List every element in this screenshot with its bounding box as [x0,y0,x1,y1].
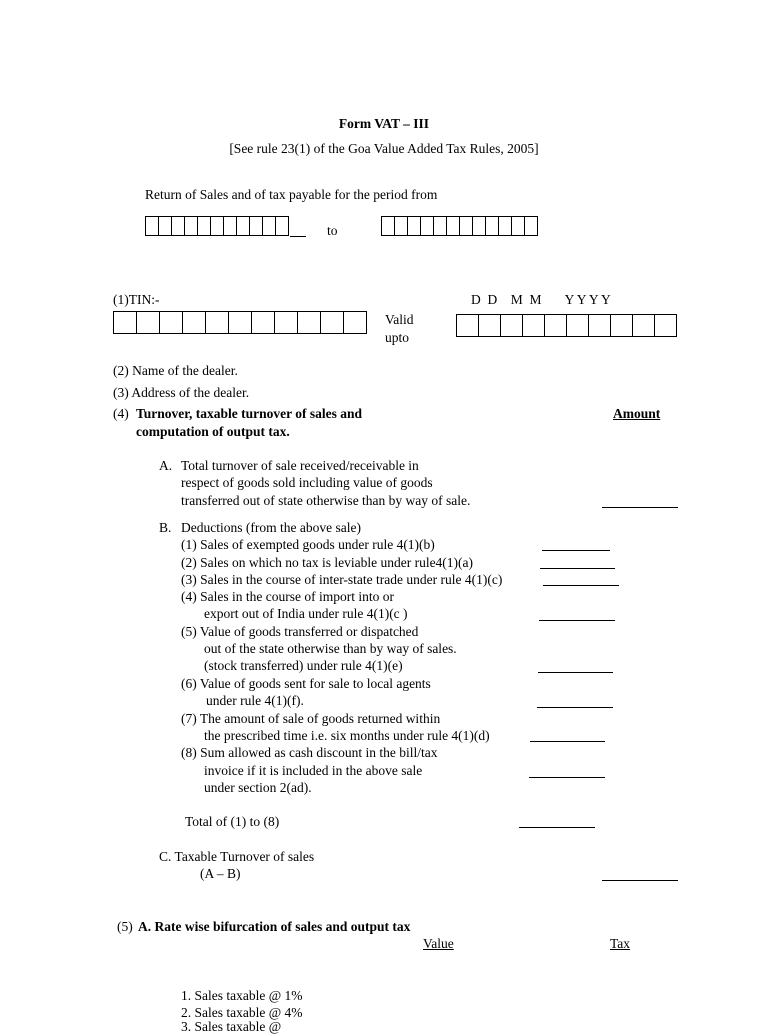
section-b-heading: Deductions (from the above sale) [181,520,361,535]
tax-column-heading: Tax [610,936,631,951]
section-c-heading: C. Taxable Turnover of sales [159,849,315,864]
deduction-6-amount-field[interactable] [537,707,613,708]
section-a-line: respect of goods sold including value of goods [181,475,433,490]
section-a-marker: A. [159,458,173,473]
deduction-line: (6) Value of goods sent for sale to local agents [181,676,431,691]
section-a-line: transferred out of state otherwise than by way of sale. [181,493,471,508]
period-to-label: to [327,223,338,238]
deduction-line: under rule 4(1)(f). [206,693,304,708]
form-title: Form VAT – III [338,116,430,131]
deduction-4-amount-field[interactable] [539,620,615,621]
amount-column-heading: Amount [613,406,661,421]
deduction-line: (8) Sum allowed as cash discount in the bill/tax [181,745,438,760]
deduction-line: (5) Value of goods transferred or dispatched [181,624,419,639]
deduction-2-amount-field[interactable] [540,568,615,569]
deduction-line: (stock transferred) under rule 4(1)(e) [204,658,403,673]
turnover-heading-line-1: Turnover, taxable turnover of sales and [136,406,363,421]
period-label: Return of Sales and of tax payable for the period from [145,187,438,202]
deduction-line: invoice if it is included in the above sale [204,763,423,778]
dealer-name-label: (2) Name of the dealer. [113,363,238,378]
deduction-line: the prescribed time i.e. six months under rule 4(1)(d) [204,728,490,743]
deduction-8-amount-field[interactable] [529,777,605,778]
upto-label: upto [385,330,410,345]
rate-row: 1. Sales taxable @ 1% [181,988,303,1003]
value-column-heading: Value [423,936,454,951]
period-to-date-boxes[interactable] [381,216,538,236]
deduction-5-amount-field[interactable] [538,672,613,673]
section-a-line: Total turnover of sale received/receivable in [181,458,419,473]
section-c-formula: (A – B) [200,866,241,881]
deduction-3-amount-field[interactable] [543,585,619,586]
deduction-line: (4) Sales in the course of import into or [181,589,394,604]
deduction-line: (1) Sales of exempted goods under rule 4(1)(b) [181,537,435,552]
deduction-line: (7) The amount of sale of goods returned within [181,711,441,726]
deductions-total-amount-field[interactable] [519,827,595,828]
deduction-line: out of the state otherwise than by way of sales. [204,641,457,656]
turnover-heading-line-2: computation of output tax. [136,424,290,439]
tin-label: (1)TIN:- [113,292,160,307]
deductions-total-label: Total of (1) to (8) [185,814,280,829]
deduction-line: (2) Sales on which no tax is leviable under rule4(1)(a) [181,555,474,570]
deduction-7-amount-field[interactable] [530,741,605,742]
valid-upto-date-boxes[interactable] [456,314,677,337]
form-subtitle: [See rule 23(1) of the Goa Value Added Tax Rules, 2005] [229,141,539,156]
deduction-line: (3) Sales in the course of inter-state trade under rule 4(1)(c) [181,572,503,587]
period-from-underline [290,236,306,237]
period-from-date-boxes[interactable] [145,216,289,236]
deduction-line: under section 2(ad). [204,780,312,795]
section-b-marker: B. [159,520,172,535]
date-format-label: D D M M Y Y Y Y [471,292,611,307]
item-5-number: (5) [117,919,133,934]
item-4-number: (4) [113,406,129,421]
taxable-turnover-amount-field[interactable] [602,880,678,881]
rate-row: 2. Sales taxable @ 4% [181,1005,303,1020]
section-a-amount-field[interactable] [602,507,678,508]
dealer-address-label: (3) Address of the dealer. [113,385,250,400]
rate-row: 3. Sales taxable @ [181,1019,282,1034]
valid-label: Valid [385,312,414,327]
deduction-1-amount-field[interactable] [542,550,610,551]
tin-boxes[interactable] [113,311,367,334]
rate-wise-heading: A. Rate wise bifurcation of sales and output tax [138,919,411,934]
deduction-line: export out of India under rule 4(1)(c ) [204,606,408,621]
